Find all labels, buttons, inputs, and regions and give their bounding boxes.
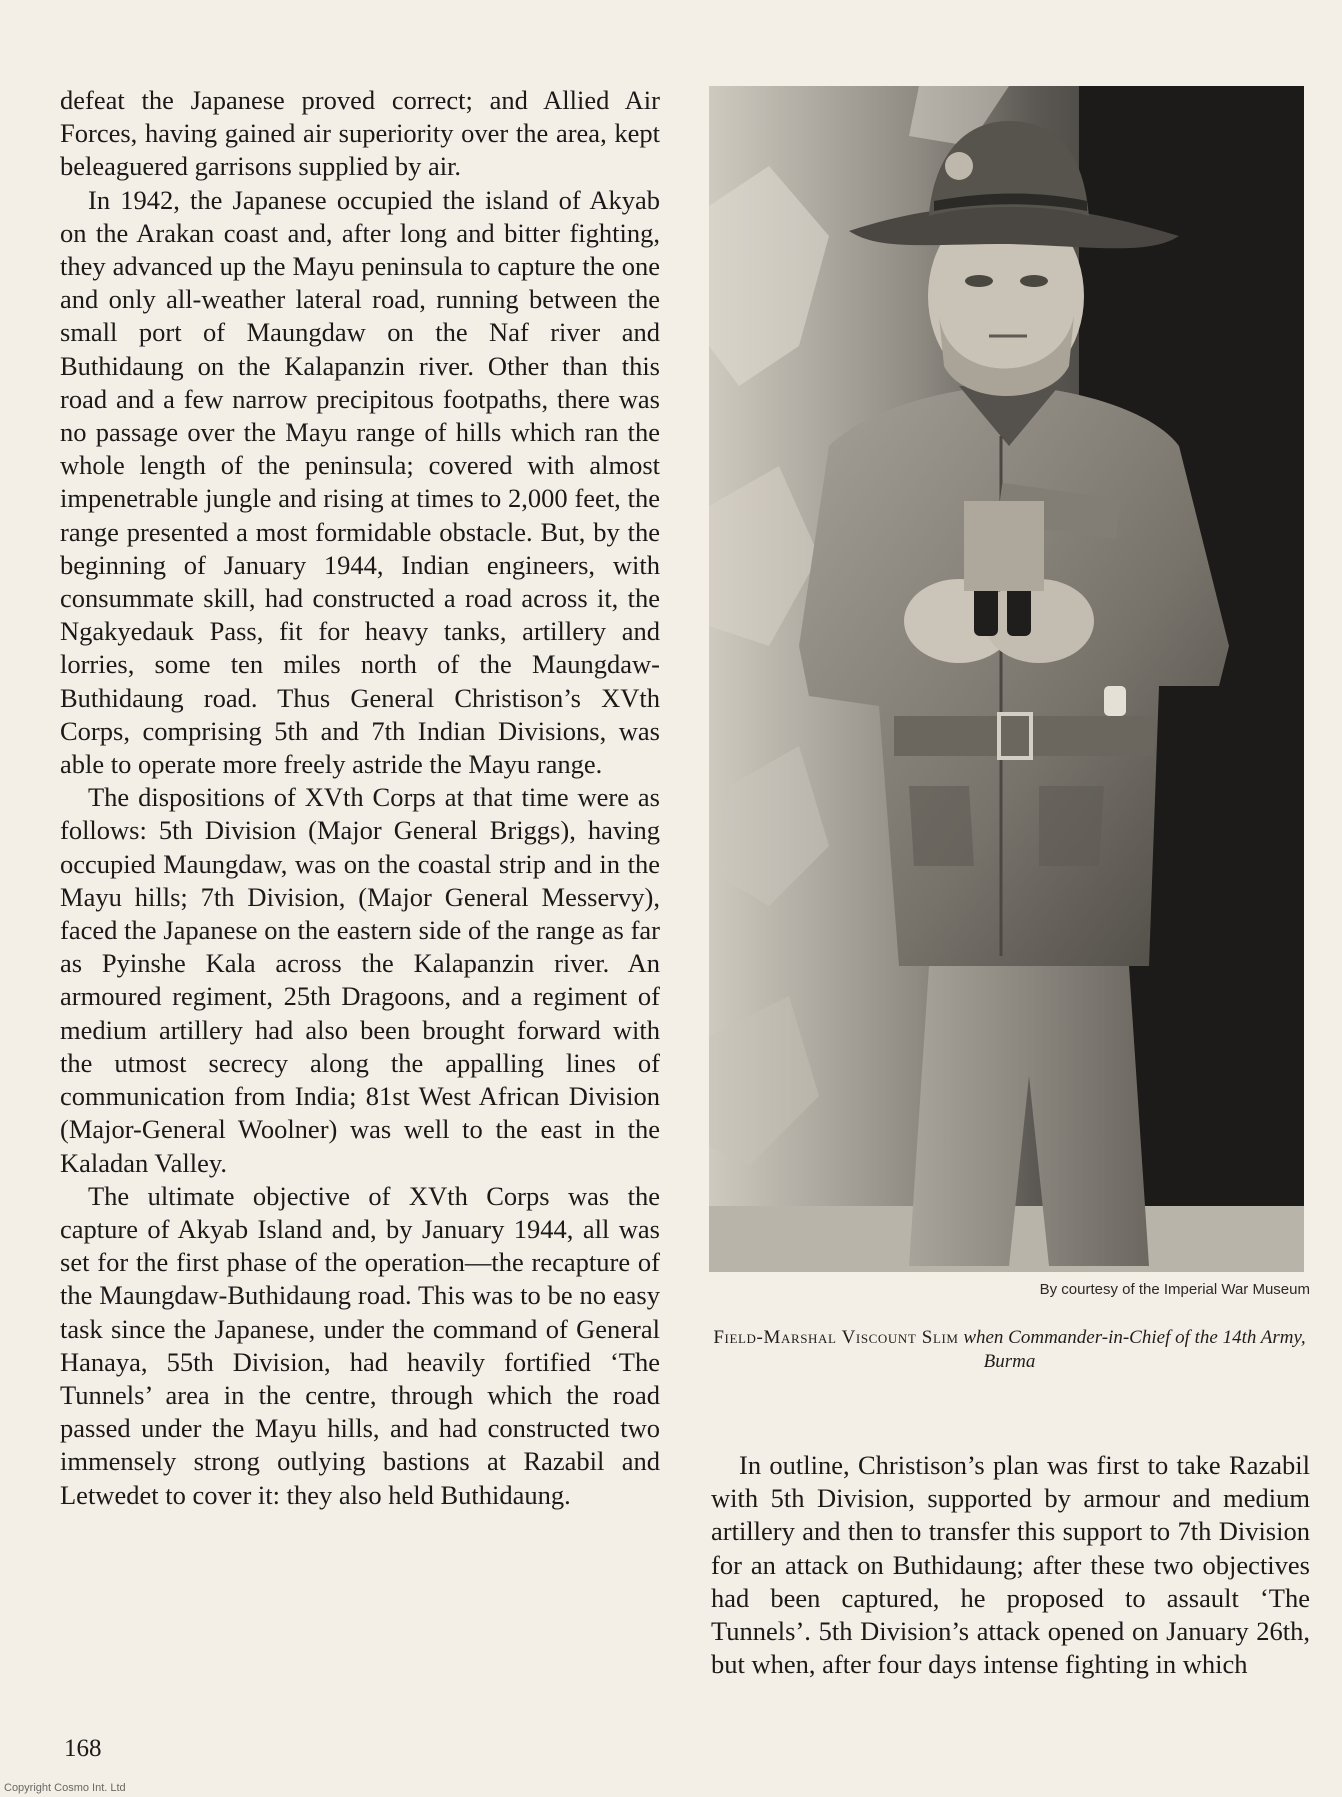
paragraph-2: In 1942, the Japanese occupied the island of Akyab on the Arakan coast and, after long and bitter fighting, they advanced up the Mayu peninsula to capture the one and only all-weather lateral road, running between the small port of Maungdaw on the Naf river and Buthidaung on the Kalapanzin river. Other than this road and a few narrow precipitous footpaths, there was no passage over the Mayu range of hills which ran the whole length of the peninsula; covered with almost impenetrable jungle and rising at times to 2,000 feet, the range presented a most formidable obstacle. But, by the beginning of January 1944, Indian engineers, with consummate skill, had constructed a road across it, the Ngakyedauk Pass, fit for heavy tanks, artillery and lorries, some ten miles north of the Maungdaw-Buthidaung road. Thus General Christison’s XVth Corps, comprising 5th and 7th Indian Divisions, was able to operate more freely astride the Mayu range. (60, 184, 660, 780)
right-text-column (711, 1449, 1310, 1681)
paragraph-5: In outline, Christison’s plan was first to take Razabil with 5th Division, supported by armour and medium artillery and then to transfer this support to 7th Division for an attack on Buthidaung; after these two objectives had been captured, he proposed to assault ‘The Tunnels’. 5th Division’s attack opened on January 26th, but when, after four days intense fighting in which (711, 1450, 1310, 1680)
caption-description: when Commander-in-Chief of the 14th Army, Burma (963, 1327, 1306, 1372)
photo-credit: By courtesy of the Imperial War Museum (1039, 1281, 1310, 1298)
photo-caption (709, 1326, 1310, 1374)
copyright-notice: Copyright Cosmo Int. Ltd (4, 1782, 126, 1794)
left-text-column (60, 84, 660, 1512)
portrait-illustration (709, 86, 1304, 1272)
portrait-photo (709, 86, 1304, 1272)
paragraph-3: The dispositions of XVth Corps at that time were as follows: 5th Division (Major General Briggs), having occupied Maungdaw, was on the coastal strip and in the Mayu hills; 7th Division, (Major General Messervy), faced the Japanese on the eastern side of the range as far as Pyinshe Kala across the Kalapanzin river. An armoured regiment, 25th Dragoons, and a regiment of medium artillery had also been brought forward with the utmost secrecy along the appalling lines of communication from India; 81st West African Division (Major-General Woolner) was well to the east in the Kaladan Valley. (60, 782, 660, 1178)
paragraph-1: defeat the Japanese proved correct; and Allied Air Forces, having gained air superiority over the area, kept beleaguered garrisons supplied by air. (60, 85, 660, 182)
paragraph-4: The ultimate objective of XVth Corps was the capture of Akyab Island and, by January 1944, all was set for the first phase of the operation—the recapture of the Maungdaw-Buthidaung road. This was to be no easy task since the Japanese, under the command of General Hanaya, 55th Division, had heavily fortified ‘The Tunnels’ area in the centre, through which the road passed under the Mayu hills, and had constructed two immensely strong outlying bastions at Razabil and Letwedet to cover it: they also held Buthidaung. (60, 1180, 660, 1510)
page-number: 168 (64, 1735, 102, 1762)
caption-name: Field-Marshal Viscount Slim (713, 1327, 959, 1348)
